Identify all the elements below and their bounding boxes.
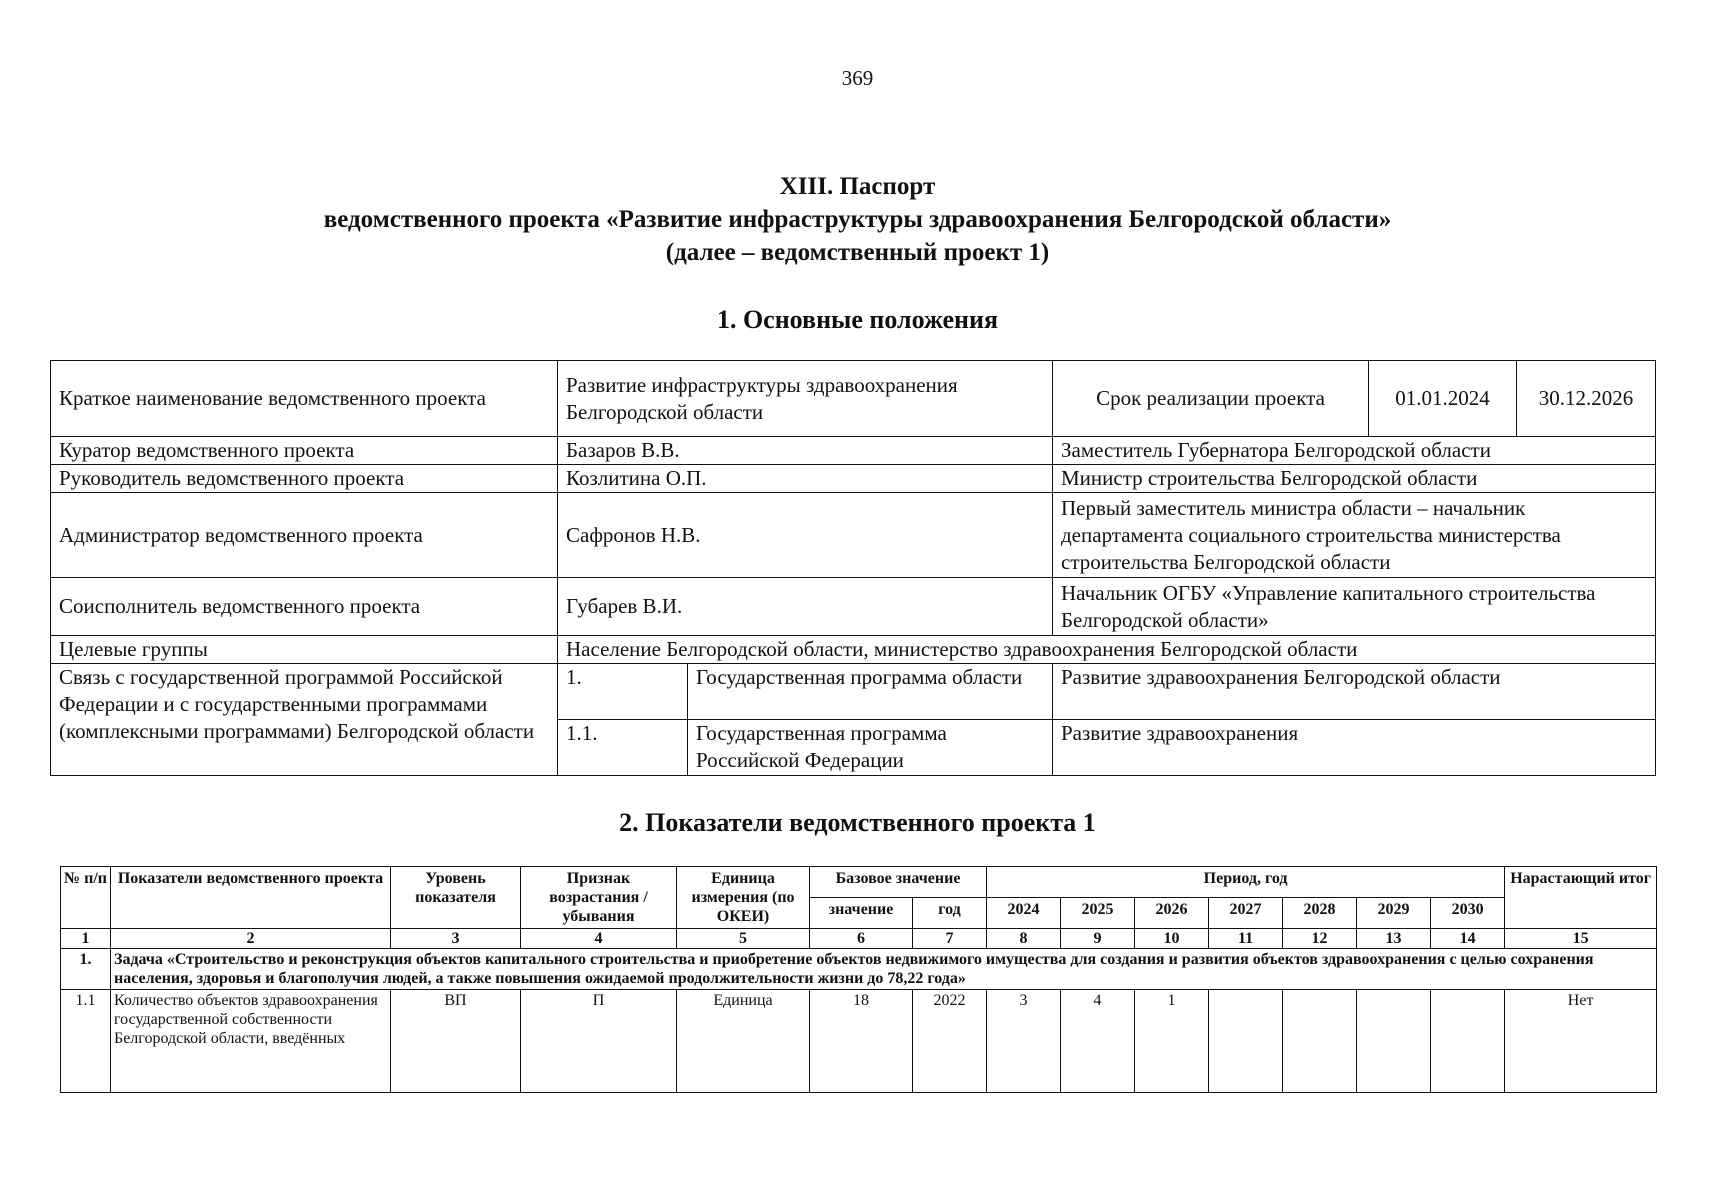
column-index: 3 (391, 929, 521, 949)
col-year-header: 2027 (1209, 898, 1283, 929)
program-link-row (51, 664, 1656, 720)
indicator-year-value (1431, 990, 1505, 1093)
indicator-row (61, 990, 1657, 1093)
target-groups-label: Целевые группы (51, 636, 558, 664)
term-start: 01.01.2024 (1369, 361, 1517, 437)
main-provisions-table (50, 360, 1656, 776)
indicator-year-value: 4 (1061, 990, 1135, 1093)
indicator-trend: П (521, 990, 677, 1093)
role-label: Администратор ведомственного проекта (51, 493, 558, 578)
indicator-base-year: 2022 (913, 990, 987, 1093)
indicator-year-value (1209, 990, 1283, 1093)
column-index: 6 (810, 929, 913, 949)
col-year-header: 2024 (987, 898, 1061, 929)
col-cumulative-header: Нарастающий итог (1505, 867, 1657, 929)
program-link-label: Связь с государственной программой Российской Федерации и с государственными программами (комплексными программами) Белгородской области (51, 664, 558, 776)
role-label: Руководитель ведомственного проекта (51, 465, 558, 493)
role-label: Куратор ведомственного проекта (51, 437, 558, 465)
section2-heading: 2. Показатели ведомственного проекта 1 (619, 808, 1096, 837)
person-position: Министр строительства Белгородской области (1053, 465, 1656, 493)
column-index: 10 (1135, 929, 1209, 949)
task-num: 1. (61, 949, 111, 990)
col-year-header: 2025 (1061, 898, 1135, 929)
person-position: Первый заместитель министра области – начальник департамента социального строительства министерства строительства Белгородской области (1053, 493, 1656, 578)
term-label: Срок реализации проекта (1053, 361, 1369, 437)
indicator-name: Количество объектов здравоохранения государственной собственности Белгородской области, введённых (111, 990, 391, 1093)
col-trend-header: Признак возрастания / убывания (521, 867, 677, 929)
target-groups-row (51, 636, 1656, 664)
administrator-row (51, 493, 1656, 578)
title-line-1: XIII. Паспорт (779, 173, 936, 200)
col-num-header: № п/п (61, 867, 111, 929)
col-indicator-header: Показатели ведомственного проекта (111, 867, 391, 929)
document-title (0, 170, 1715, 269)
column-index-row (61, 929, 1657, 949)
column-index: 5 (677, 929, 810, 949)
indicator-year-value (1357, 990, 1431, 1093)
indicator-year-value (1283, 990, 1357, 1093)
head-row (51, 465, 1656, 493)
column-index: 4 (521, 929, 677, 949)
program-link-name: Развитие здравоохранения Белгородской области (1053, 664, 1656, 720)
term-end: 30.12.2026 (1517, 361, 1656, 437)
short-name-value: Развитие инфраструктуры здравоохранения Белгородской области (558, 361, 1053, 437)
column-index: 1 (61, 929, 111, 949)
title-line-2: ведомственного проекта «Развитие инфраструктуры здравоохранения Белгородской области» (323, 206, 1392, 233)
col-unit-header: Единица измерения (по ОКЕИ) (677, 867, 810, 929)
indicator-year-value: 1 (1135, 990, 1209, 1093)
program-link-type: Государственная программа области (688, 664, 1053, 720)
program-link-num: 1. (558, 664, 688, 720)
column-index: 13 (1357, 929, 1431, 949)
role-label: Соисполнитель ведомственного проекта (51, 578, 558, 636)
col-year-header: 2030 (1431, 898, 1505, 929)
person-position: Заместитель Губернатора Белгородской области (1053, 437, 1656, 465)
column-index: 2 (111, 929, 391, 949)
col-period-header: Период, год (987, 867, 1505, 898)
title-line-3: (далее – ведомственный проект 1) (665, 239, 1050, 266)
col-year-header: 2026 (1135, 898, 1209, 929)
column-index: 7 (913, 929, 987, 949)
col-level-header: Уровень показателя (391, 867, 521, 929)
header-row (61, 867, 1657, 898)
column-index: 12 (1283, 929, 1357, 949)
indicator-num: 1.1 (61, 990, 111, 1093)
column-index: 15 (1505, 929, 1657, 949)
task-row (61, 949, 1657, 990)
indicator-year-value: 3 (987, 990, 1061, 1093)
short-name-row (51, 361, 1656, 437)
col-year-header: 2028 (1283, 898, 1357, 929)
column-index: 8 (987, 929, 1061, 949)
column-index: 11 (1209, 929, 1283, 949)
indicator-base-value: 18 (810, 990, 913, 1093)
target-groups-value: Население Белгородской области, министерство здравоохранения Белгородской области (558, 636, 1656, 664)
col-base-value-header: значение (810, 898, 913, 929)
indicator-level: ВП (391, 990, 521, 1093)
indicator-unit: Единица (677, 990, 810, 1093)
col-base-year-header: год (913, 898, 987, 929)
section1-heading: 1. Основные положения (716, 305, 999, 334)
person-name: Губарев В.И. (558, 578, 1053, 636)
program-link-type: Государственная программа Российской Федерации (688, 720, 1053, 776)
program-link-num: 1.1. (558, 720, 688, 776)
page-number: 369 (841, 66, 874, 90)
col-year-header: 2029 (1357, 898, 1431, 929)
indicators-table (60, 866, 1657, 1093)
col-base-header: Базовое значение (810, 867, 987, 898)
co-executor-row (51, 578, 1656, 636)
short-name-label: Краткое наименование ведомственного проекта (51, 361, 558, 437)
curator-row (51, 437, 1656, 465)
indicator-cumulative: Нет (1505, 990, 1657, 1093)
person-name: Сафронов Н.В. (558, 493, 1053, 578)
person-name: Козлитина О.П. (558, 465, 1053, 493)
task-text: Задача «Строительство и реконструкция объектов капитального строительства и приобретение объектов недвижимого имущества для создания и развития объектов здравоохранения с целью сохранения населения, здоровья и благополучия людей, а также повышения ожидаемой продолжительности жизни до 78,22 года» (111, 949, 1657, 990)
program-link-name: Развитие здравоохранения (1053, 720, 1656, 776)
column-index: 9 (1061, 929, 1135, 949)
column-index: 14 (1431, 929, 1505, 949)
person-position: Начальник ОГБУ «Управление капитального строительства Белгородской области» (1053, 578, 1656, 636)
person-name: Базаров В.В. (558, 437, 1053, 465)
